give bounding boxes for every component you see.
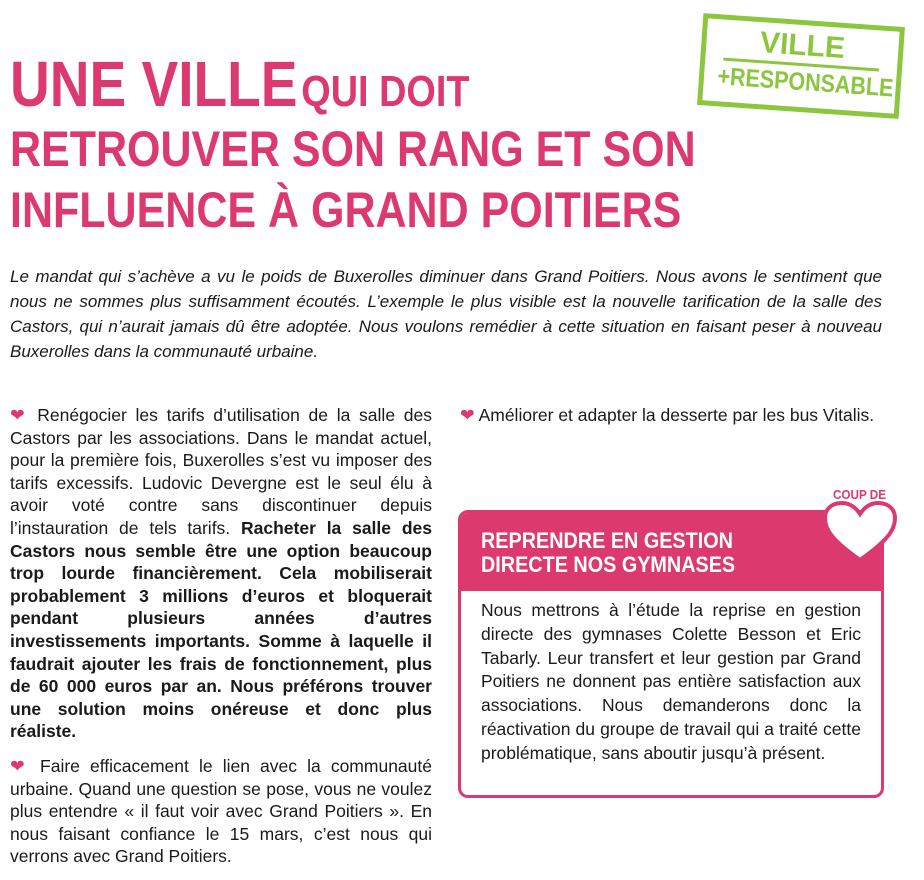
heart-icon — [822, 500, 898, 564]
title-small: QUI DOIT — [301, 67, 470, 116]
box-body: Nous mettrons à l’étude la reprise en gestion directe des gymnases Colette Besson et Eric Tabarly. Leur transfert et leur gestion par Grand Poitiers ne donnent pas entière satisfaction aux associations. Nous demanderons donc la réactivation du groupe de travail qui a traité cette problématique, sans aboutir jusqu’à présent. — [481, 600, 861, 763]
title-big: UNE VILLE — [10, 48, 298, 120]
stamp-line-2: +RESPONSABLE — [716, 62, 895, 103]
bullet-text: Renégocier les tarifs d’utilisation de la salle des Castors par les associations. Dans le mandat actuel, pour la première fois, Buxerolles s’est vu imposer des tarifs excessifs. Ludovic Devergne est le seul élu à avoir voté contre sans discontinuer depuis l’instauration de tels tarifs. — [10, 405, 432, 538]
right-column — [460, 404, 882, 439]
ville-responsable-stamp — [697, 13, 905, 119]
bullet-text: Faire efficacement le lien avec la communauté urbaine. Quand une question se pose, vous ne voulez plus entendre « il faut voir avec Grand Poitiers ». En nous faisant confiance le 15 mars, c’est nous qui verrons avec Grand Poitiers. — [10, 755, 432, 867]
left-column — [10, 404, 432, 880]
coup-de-coeur-box — [458, 510, 884, 798]
heading-line-1: REPRENDRE EN GESTION — [481, 528, 733, 553]
bullet-bold-text: Racheter la salle des Castors nous semble être une option beaucoup trop lourde financièrement. Cela mobiliserait probablement 3 millions d’euros et bloquerait pendant plusieurs années d’autres investissements importants. Somme à laquelle il faudrait ajouter les frais de fonctionnement, plus de 60 000 euros par an. Nous préférons trouver une solution moins onéreuse et donc plus réaliste. — [10, 517, 432, 742]
box-heading — [461, 513, 881, 591]
bullet-bus — [460, 404, 882, 427]
heart-icon: ❤ — [10, 405, 29, 425]
stamp-line-1: VILLE — [723, 24, 881, 72]
heart-icon: ❤ — [10, 755, 30, 776]
title-line-2: RETROUVER SON RANG ET SON — [10, 121, 696, 177]
heart-icon: ❤ — [460, 405, 475, 425]
intro-paragraph: Le mandat qui s’achève a vu le poids de Buxerolles diminuer dans Grand Poitiers. Nous avons le sentiment que nous ne sommes plus suffisamment écoutés. L’exemple le plus visible est la nouvelle tarification de la salle des Castors, qui n’aurait jamais dû être adoptée. Nous voulons remédier à cette situation en faisant peser à nouveau Buxerolles dans la communauté urbaine. — [10, 267, 882, 361]
bullet-castors — [10, 404, 432, 743]
heading-line-2: DIRECTE NOS GYMNASES — [481, 552, 736, 577]
title-line-1 — [10, 48, 470, 120]
coup-de-badge: COUP DE — [832, 487, 887, 502]
title-line-3: INFLUENCE À GRAND POITIERS — [10, 182, 682, 238]
bullet-text: Améliorer et adapter la desserte par les bus Vitalis. — [478, 405, 875, 425]
bullet-communaute — [10, 755, 432, 868]
